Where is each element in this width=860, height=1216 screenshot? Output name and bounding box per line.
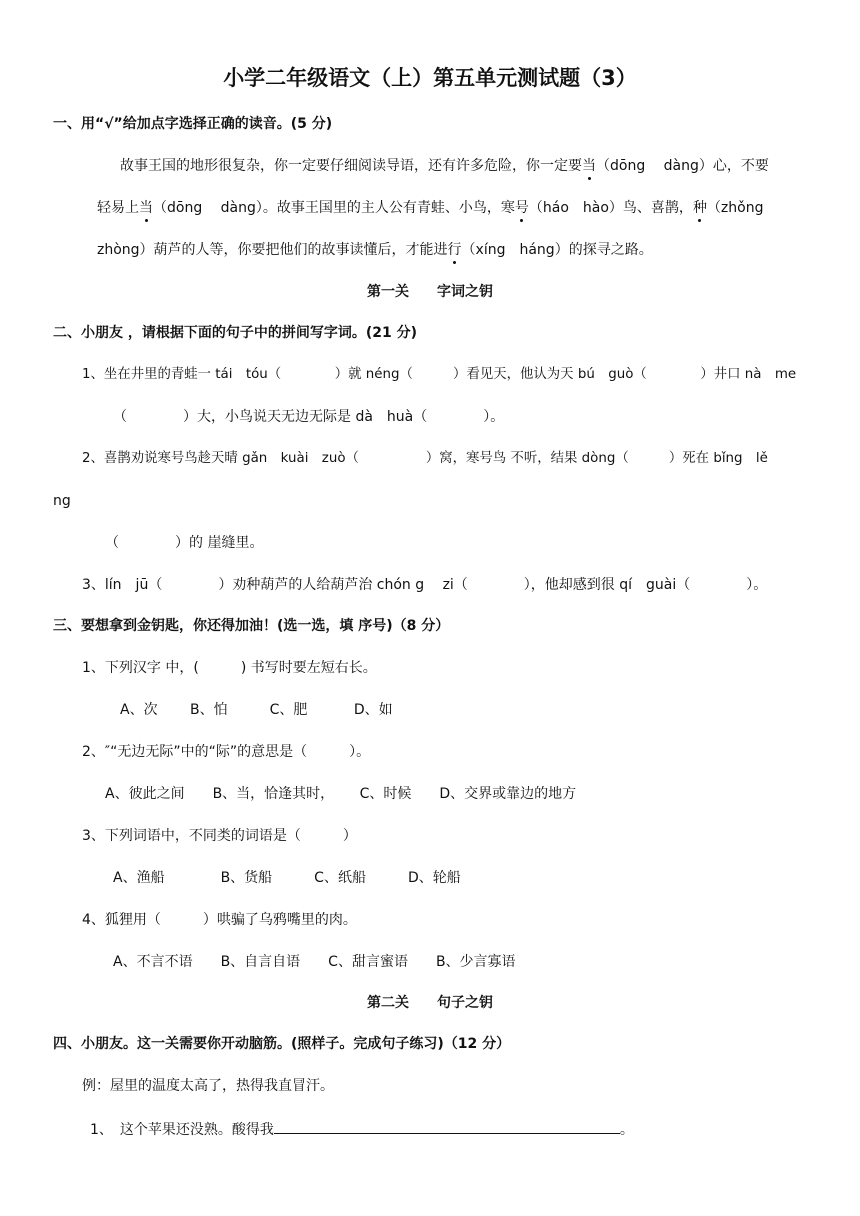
dotted-char: 种 [692, 200, 707, 216]
section-2-line-5: （ ）的 崖缝里。 [105, 535, 264, 551]
text: 轻易上 [97, 200, 139, 216]
question-3: 3、下列词语中，不同类的词语是（ ） [82, 828, 357, 844]
section-2-line-2: （ ）大，小鸟说天无边无际是 dà huà（ ）。 [113, 409, 505, 425]
gate-1-heading: 第一关 字词之钥 [367, 284, 493, 300]
example-sentence: 例：屋里的温度太高了，热得我直冒汗。 [82, 1078, 334, 1094]
question-2: 2、″“无边无际”中的“际”的意思是（ ）。 [82, 744, 371, 760]
text: （háo hào）鸟、喜鹊， [528, 200, 693, 216]
page-title: 小学二年级语文（上）第五单元测试题（3） [223, 66, 637, 90]
dotted-char: 当 [139, 200, 153, 216]
text: zhòng）葫芦的人等，你要把他们的故事读懂后，才能进 [97, 242, 448, 258]
section-4-heading: 四、小朋友。这一关需要你开动脑筋。(照样子。完成句子练习)（12 分） [53, 1036, 511, 1052]
section-2-line-1: 1、坐在井里的青蛙一 tái tóu（ ）就 néng（ ）看见天，他认为天 bú guò（ ）井口 nà me [82, 367, 797, 382]
section-1-heading: 一、用“√”给加点字选择正确的读音。(5 分) [53, 116, 333, 132]
dotted-char: 当 [582, 158, 596, 174]
question-4: 4、狐狸用（ ）哄骗了乌鸦嘴里的肉。 [82, 912, 357, 928]
sentence-item-1 [90, 1119, 634, 1139]
text: 。 [619, 1122, 634, 1138]
answer-blank[interactable] [274, 1119, 620, 1134]
text: （xíng háng）的探寻之路。 [461, 242, 653, 258]
text: （dōng dàng）心，不要 [596, 158, 769, 174]
dotted-char: 号 [514, 200, 529, 216]
section-2-line-6: 3、lín jū（ ）劝种葫芦的人给葫芦治 chón g zi（ ），他却感到很 qí guài（ ）。 [82, 577, 768, 593]
section-2-line-4: ng [53, 493, 71, 509]
section-1-line-3 [97, 241, 653, 259]
text: 1、 这个苹果还没熟。酸得我 [90, 1122, 274, 1138]
question-4-options: A、不言不语 B、自言自语 C、甜言蜜语 B、少言寡语 [113, 954, 516, 970]
text: （dōng dàng）。故事王国里的主人公有青蛙、小鸟，寒 [153, 200, 515, 216]
gate-2-heading: 第二关 句子之钥 [367, 995, 493, 1011]
section-2-heading: 二、小朋友 ，请根据下面的句子中的拼间写字词。(21 分) [53, 325, 418, 341]
question-1-options: A、次 B、怕 C、肥 D、如 [120, 702, 393, 718]
section-1-line-2 [97, 199, 763, 217]
text: 故事王国的地形很复杂，你一定要仔细阅读导语，还有许多危险，你一定要 [120, 158, 582, 174]
section-2-line-3: 2、喜鹊劝说寒号鸟趁天晴 gǎn kuài zuò（ ）窝，寒号鸟 不听，结果 dòng（ ）死在 bǐng lě [82, 451, 768, 466]
question-1: 1、下列汉字 中，( ) 书写时要左短右长。 [82, 660, 377, 676]
dotted-char: 行 [447, 242, 462, 258]
section-1-line-1 [120, 157, 769, 175]
text: （zhǒng [706, 200, 764, 216]
question-2-options: A、彼此之间 B、当，恰逢其时， C、时候 D、交界或靠边的地方 [105, 786, 577, 802]
section-3-heading: 三、要想拿到金钥匙，你还得加油！(选一选，填 序号)（8 分） [53, 618, 450, 634]
question-3-options: A、渔船 B、货船 C、纸船 D、轮船 [113, 870, 461, 886]
